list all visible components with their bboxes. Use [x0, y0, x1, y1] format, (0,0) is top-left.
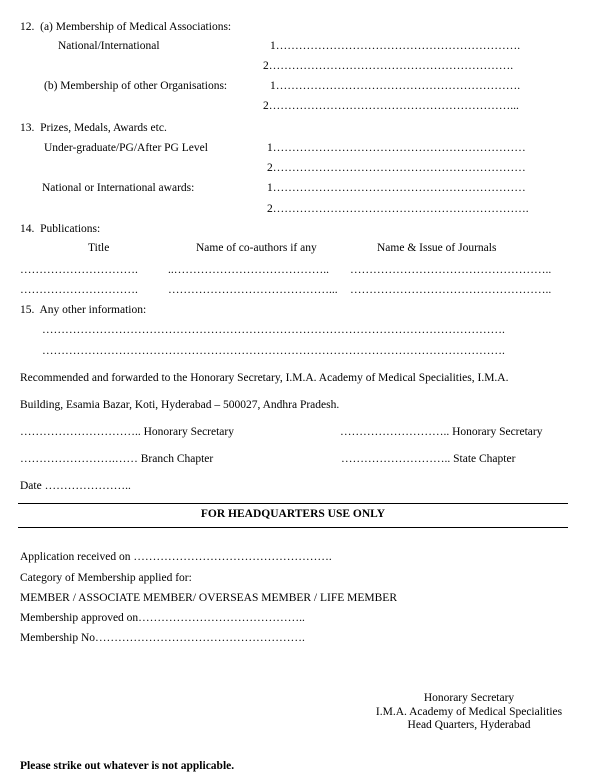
recommend-line-1: Recommended and forwarded to the Honorary Secretary, I.M.A. Academy of Medical Specialities, I.M.A. [20, 372, 509, 384]
publication-row-1-title[interactable]: …………………………. [20, 264, 138, 276]
publication-row-1-coauthors[interactable]: ..………………………………….. [168, 264, 329, 276]
address-organisation: I.M.A. Academy of Medical Specialities [375, 706, 563, 718]
item12-other-orgs-field-2[interactable]: 2………………………………………………………... [263, 100, 519, 112]
date-field[interactable]: Date ………………….. [20, 480, 131, 492]
item12-national-field-1[interactable]: 1………………………………………………………. [270, 40, 521, 52]
category-label: Category of Membership applied for: [20, 572, 192, 584]
footer-note: Please strike out whatever is not applicable. [20, 760, 235, 772]
recommend-line-2: Building, Esamia Bazar, Koti, Hyderabad – 500027, Andhra Pradesh. [20, 399, 340, 411]
item13-ug-field-2[interactable]: 2………………………………………………………… [267, 162, 526, 174]
item13-national-awards-field-2[interactable]: 2…………………………………………………………. [267, 203, 529, 215]
item12-national-field-2[interactable]: 2………………………………………………………. [263, 60, 514, 72]
signature-honorary-secretary-1[interactable]: ………………………….. Honorary Secretary [20, 426, 234, 438]
item13-ug-label: Under-graduate/PG/After PG Level [44, 142, 208, 154]
publication-row-1-journal[interactable]: …………………………………………….. [350, 264, 552, 276]
address-location: Head Quarters, Hyderabad [407, 719, 531, 731]
signature-state-chapter[interactable]: ……………………….. State Chapter [341, 453, 516, 465]
signature-honorary-secretary-2[interactable]: ……………………….. Honorary Secretary [340, 426, 543, 438]
item12-national-label: National/International [58, 40, 160, 52]
publication-row-2-coauthors[interactable]: ……………………………………... [168, 284, 338, 296]
application-received-field[interactable]: Application received on ……………………………………………. [20, 551, 332, 563]
publications-col-title: Title [88, 242, 110, 254]
item15-heading: 15. Any other information: [20, 304, 147, 316]
item12-other-orgs-field-1[interactable]: 1………………………………………………………. [270, 80, 521, 92]
hq-top-rule [18, 503, 568, 504]
item13-ug-field-1[interactable]: 1………………………………………………………… [267, 142, 526, 154]
publication-row-2-journal[interactable]: …………………………………………….. [350, 284, 552, 296]
item12-other-orgs-label: (b) Membership of other Organisations: [44, 80, 228, 92]
signature-branch-chapter[interactable]: …………………….…… Branch Chapter [20, 453, 214, 465]
membership-types: MEMBER / ASSOCIATE MEMBER/ OVERSEAS MEMBER / LIFE MEMBER [20, 592, 397, 604]
item13-national-awards-field-1[interactable]: 1………………………………………………………… [267, 182, 526, 194]
address-title: Honorary Secretary [423, 692, 515, 704]
other-info-field-1[interactable]: …………………………………………………………………………………………………………. [42, 324, 505, 336]
item13-heading: 13. Prizes, Medals, Awards etc. [20, 122, 167, 134]
publication-row-2-title[interactable]: …………………………. [20, 284, 138, 296]
membership-approved-field[interactable]: Membership approved on…………………………………….. [20, 612, 305, 624]
publications-col-coauthors: Name of co-authors if any [196, 242, 317, 254]
publications-col-journal: Name & Issue of Journals [377, 242, 497, 254]
item14-heading: 14. Publications: [20, 223, 101, 235]
other-info-field-2[interactable]: …………………………………………………………………………………………………………. [42, 345, 505, 357]
membership-number-field[interactable]: Membership No………………………………………………. [20, 632, 305, 644]
item12-heading: 12. (a) Membership of Medical Associations: [20, 21, 232, 33]
hq-bottom-rule [18, 527, 568, 528]
item13-national-awards-label: National or International awards: [42, 182, 195, 194]
hq-header: FOR HEADQUARTERS USE ONLY [200, 508, 386, 520]
